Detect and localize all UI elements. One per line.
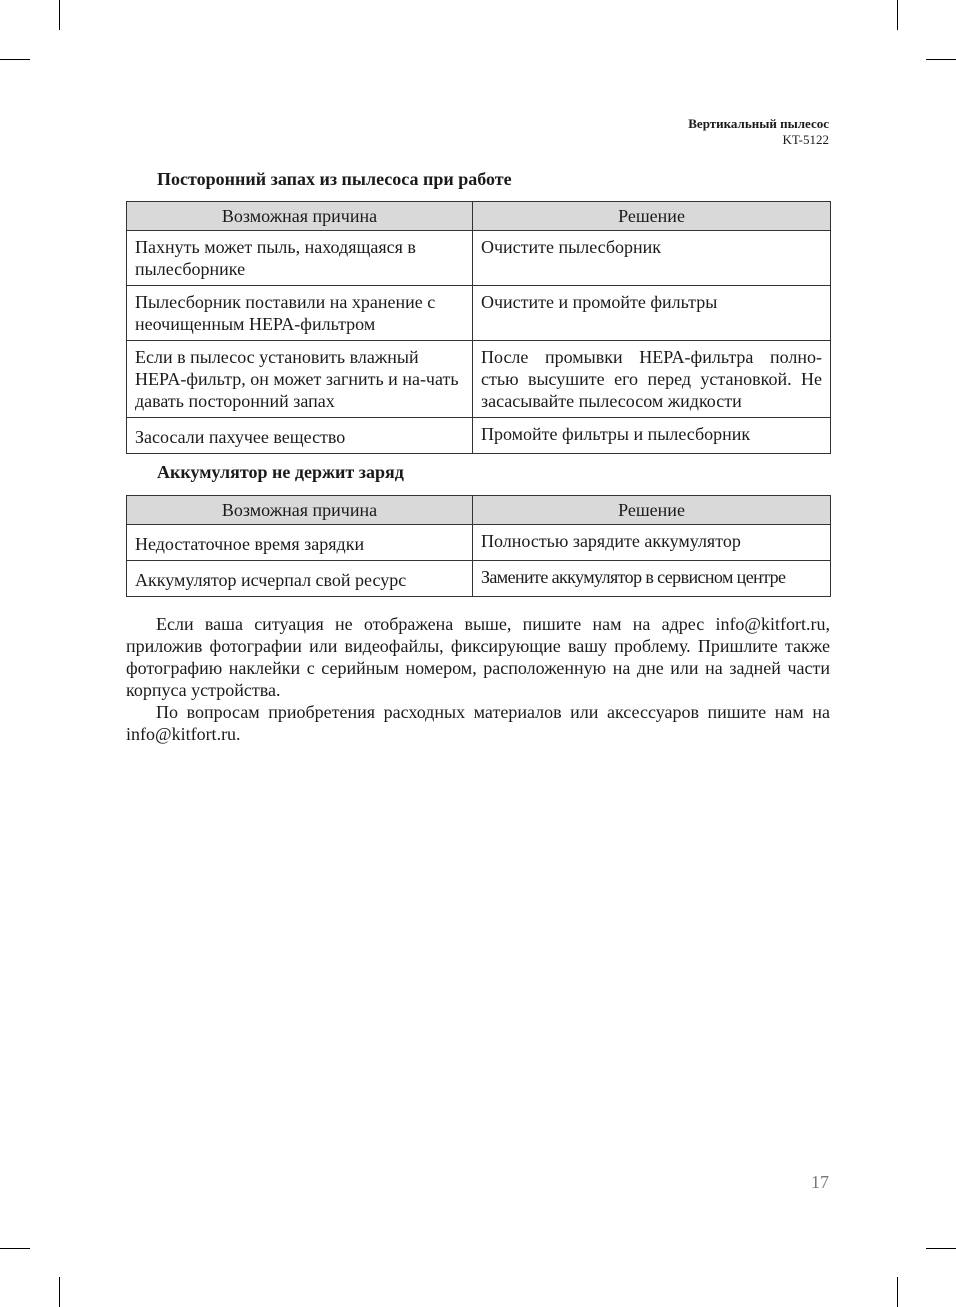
solution-cell: Очистите пылесборник <box>473 231 831 286</box>
cause-cell: Аккумулятор исчерпал свой ресурс <box>127 561 473 597</box>
crop-mark <box>926 1248 956 1249</box>
crop-mark <box>0 1248 30 1249</box>
product-title: Вертикальный пылесос <box>688 116 829 131</box>
solution-cell: Замените аккумулятор в сервисном центре <box>473 561 831 597</box>
solution-cell: Полностью зарядите аккумулятор <box>473 525 831 561</box>
section-title-odor: Посторонний запах из пылесоса при работе <box>157 169 512 189</box>
contact-info-text <box>126 613 830 745</box>
table-row <box>127 418 831 454</box>
page-number: 17 <box>811 1172 829 1192</box>
column-header-solution: Решение <box>473 202 831 231</box>
column-header-solution: Решение <box>473 496 831 525</box>
battery-troubleshooting-table <box>126 495 831 597</box>
crop-mark <box>59 0 60 30</box>
solution-cell: После промывки HEPA-фильтра полно-стью высушите его перед установкой. Не засасывайте пылесосом жидкости <box>473 341 831 418</box>
cause-cell: Пылесборник поставили на хранение с неочищенным HEPA-фильтром <box>127 286 473 341</box>
section-title-battery: Аккумулятор не держит заряд <box>157 462 404 482</box>
table-header-row <box>127 202 831 231</box>
table-row <box>127 525 831 561</box>
crop-mark <box>897 1277 898 1307</box>
cause-cell: Засосали пахучее вещество <box>127 418 473 454</box>
crop-mark <box>0 59 30 60</box>
solution-cell: Промойте фильтры и пылесборник <box>473 418 831 454</box>
running-header <box>688 116 829 148</box>
table-row <box>127 231 831 286</box>
paragraph: По вопросам приобретения расходных материалов или аксессуаров пишите нам на info@kitfort.ru. <box>126 702 830 744</box>
odor-troubleshooting-table <box>126 201 831 454</box>
cause-cell: Недостаточное время зарядки <box>127 525 473 561</box>
solution-cell: Очистите и промойте фильтры <box>473 286 831 341</box>
table-header-row <box>127 496 831 525</box>
table-row <box>127 286 831 341</box>
paragraph: Если ваша ситуация не отображена выше, пишите нам на адрес info@kitfort.ru, приложив фотографии или видеофайлы, фиксирующие вашу проблему. Пришлите также фотографию наклейки с серийным номером, расположенную на дне или на задней части корпуса устройства. <box>126 614 830 700</box>
table-row <box>127 341 831 418</box>
crop-mark <box>897 0 898 30</box>
crop-mark <box>926 59 956 60</box>
table-row <box>127 561 831 597</box>
crop-mark <box>59 1277 60 1307</box>
cause-cell: Пахнуть может пыль, находящаяся в пылесборнике <box>127 231 473 286</box>
column-header-cause: Возможная причина <box>127 496 473 525</box>
cause-cell: Если в пылесос установить влажный HEPA-фильтр, он может загнить и на-чать давать посторонний запах <box>127 341 473 418</box>
column-header-cause: Возможная причина <box>127 202 473 231</box>
model-number: KT-5122 <box>782 132 829 147</box>
